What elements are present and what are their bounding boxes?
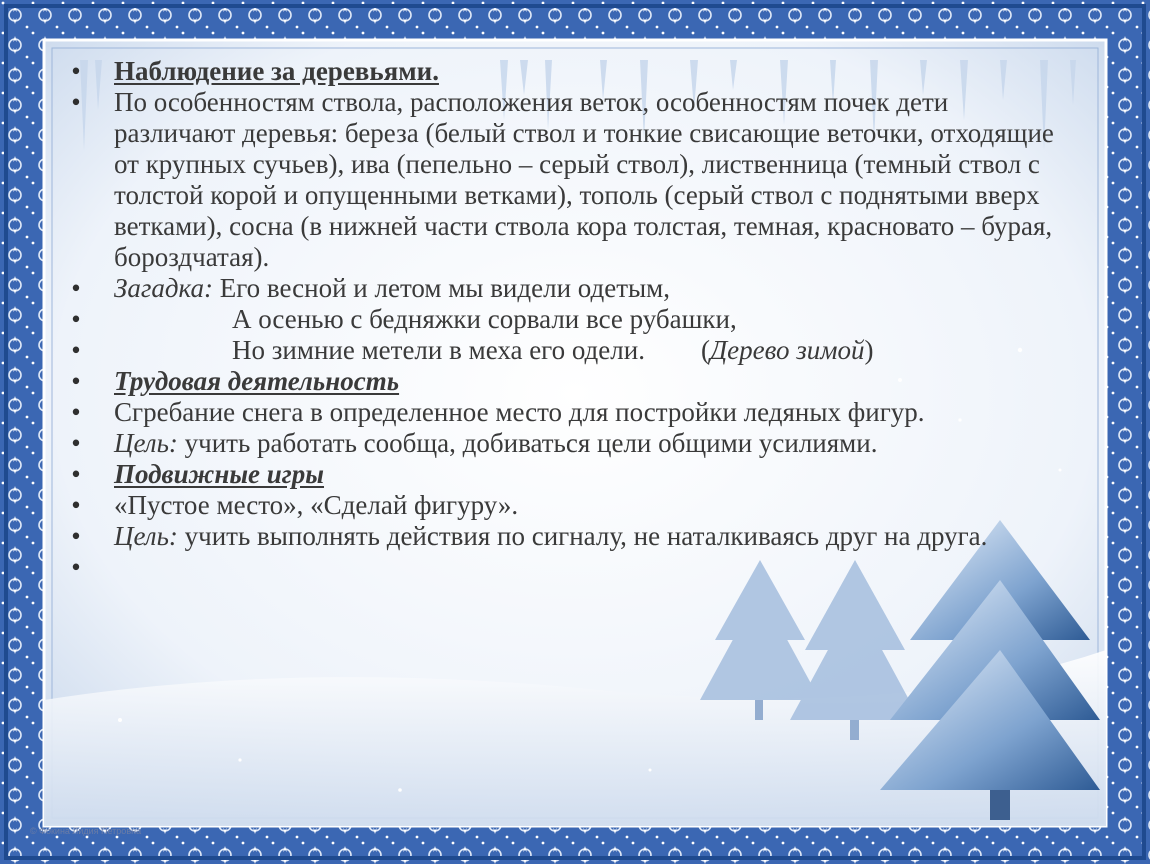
riddle-answer-close: ) xyxy=(864,335,874,365)
bullet-row-empty xyxy=(66,552,1076,583)
bullet-glyph: • xyxy=(71,459,81,489)
copyright-text: © Фокина Лидия Петровна xyxy=(30,826,142,836)
games-goal: учить выполнять действия по сигналу, не наталкиваясь друг на друга. xyxy=(177,521,988,551)
riddle-line-3: Но зимние метели в меха его одели. xyxy=(232,335,645,365)
bullet-glyph: • xyxy=(71,552,81,582)
bullet-glyph: • xyxy=(71,521,81,551)
slide-text xyxy=(66,56,1076,583)
bullet-glyph: • xyxy=(71,366,81,396)
riddle-label: Загадка: xyxy=(114,273,214,303)
bullet-row xyxy=(66,490,1076,521)
heading-games: Подвижные игры xyxy=(114,459,325,489)
bullet-row xyxy=(66,459,1076,490)
empty-line xyxy=(114,552,121,582)
bullet-row xyxy=(66,56,1076,87)
bullet-glyph: • xyxy=(71,56,81,86)
bullet-glyph: • xyxy=(71,273,81,303)
bullet-row xyxy=(66,87,1076,273)
goal-label: Цель: xyxy=(114,521,178,551)
games-text: «Пустое место», «Сделай фигуру». xyxy=(114,490,519,520)
bullet-row xyxy=(66,335,1076,366)
riddle-line-2: А осенью с бедняжки сорвали все рубашки, xyxy=(232,304,737,334)
bullet-glyph: • xyxy=(71,87,81,117)
riddle-answer-open: ( xyxy=(700,335,710,365)
bullet-glyph: • xyxy=(71,304,81,334)
riddle-line-1: Его весной и летом мы видели одетым, xyxy=(213,273,670,303)
bullet-glyph: • xyxy=(71,335,81,365)
riddle-answer: Дерево зимой xyxy=(709,335,865,365)
bullet-glyph: • xyxy=(71,490,81,520)
bullet-row xyxy=(66,304,1076,335)
goal-label: Цель: xyxy=(114,428,178,458)
labor-text: Сгребание снега в определенное место для постройки ледяных фигур. xyxy=(114,397,925,427)
bullet-row xyxy=(66,397,1076,428)
heading-observation: Наблюдение за деревьями. xyxy=(114,56,439,86)
bullet-glyph: • xyxy=(71,397,81,427)
bullet-glyph: • xyxy=(71,428,81,458)
heading-labor: Трудовая деятельность xyxy=(114,366,400,396)
bullet-row xyxy=(66,366,1076,397)
bullet-row xyxy=(66,428,1076,459)
paragraph-trees: По особенностям ствола, расположения веток, особенностям почек дети различают деревья: береза (белый ствол и тонкие свисающие веточки, отходящие от крупных сучьев), ива (пепельно – серый ствол), лиственница (темный ствол с толстой корой и опущенными ветками), тополь (серый ствол с поднятыми вверх ветками), сосна (в нижней части ствола кора толстая, темная, красновато – бурая, бороздчатая). xyxy=(114,87,1054,272)
labor-goal: учить работать сообща, добиваться цели общими усилиями. xyxy=(177,428,878,458)
bullet-row xyxy=(66,521,1076,552)
bullet-row xyxy=(66,273,1076,304)
